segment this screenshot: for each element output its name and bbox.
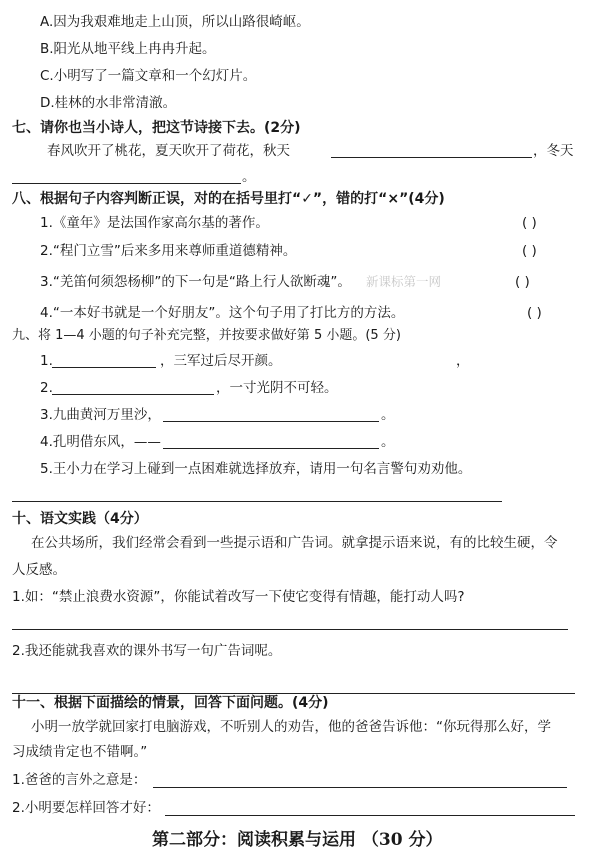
q9-item1-suffix: ，三军过后尽开颜。: [160, 353, 282, 369]
option-b: B.阳光从地平线上冉冉升起。: [40, 41, 216, 57]
option-c: C.小明写了一篇文章和一个幻灯片。: [40, 68, 257, 84]
q8-paren-3[interactable]: ( ): [515, 274, 530, 290]
q9-item-5: 5.王小力在学习上碰到一点困难就选择放弃，请用一句名言警句劝劝他。: [40, 461, 472, 477]
q7-line2-end: 。: [242, 169, 256, 185]
q9-item1-prefix: 1.: [40, 353, 53, 369]
q9-blank-4[interactable]: [163, 448, 379, 449]
q8-item-1: 1.《童年》是法国作家高尔基的著作。: [40, 215, 269, 231]
q10-blank-1[interactable]: [12, 629, 568, 630]
q7-heading: 七、请你也当小诗人，把这节诗接下去。(2分): [12, 120, 301, 136]
q11-heading: 十一、根据下面描绘的情景，回答下面问题。(4分): [12, 695, 329, 711]
q11-blank-1[interactable]: [153, 787, 567, 788]
q9-item2-prefix: 2.: [40, 380, 53, 396]
q9-blank-1[interactable]: [52, 367, 156, 368]
q11-story-1: 小明一放学就回家打电脑游戏，不听别人的劝告，他的爸爸告诉他：“你玩得那么好，学: [31, 719, 551, 735]
q8-heading: 八、根据句子内容判断正误，对的在括号里打“✓”，错的打“×”(4分): [12, 191, 445, 207]
q8-paren-4[interactable]: ( ): [527, 305, 542, 321]
q11-blank-2[interactable]: [165, 815, 575, 816]
part2-title: 第二部分：阅读积累与运用 （30 分）: [152, 830, 443, 850]
q8-paren-2[interactable]: ( ): [522, 243, 537, 259]
q9-item3-suffix: 。: [381, 407, 395, 423]
q9-blank-3[interactable]: [163, 421, 379, 422]
q7-blank-1[interactable]: [331, 157, 532, 158]
option-d: D.桂林的水非常清澈。: [40, 95, 177, 111]
q10-intro-2: 人反感。: [12, 562, 66, 578]
q7-blank-2[interactable]: [12, 183, 241, 184]
option-a: A.因为我艰难地走上山顶，所以山路很崎岖。: [40, 14, 310, 30]
q10-intro-1: 在公共场所，我们经常会看到一些提示语和广告词。就拿提示语来说，有的比较生硬，令: [31, 535, 558, 551]
q9-item4-prefix: 4.孔明借东风，——: [40, 434, 161, 450]
q9-blank-2[interactable]: [52, 394, 214, 395]
q9-blank-5[interactable]: [12, 501, 502, 502]
q10-heading: 十、语文实践（4分）: [12, 511, 148, 527]
q9-heading: 九、将 1—4 小题的句子补充完整，并按要求做好第 5 小题。(5 分): [12, 328, 401, 343]
q9-item1-comma: ，: [456, 353, 470, 369]
q8-item-4: 4.“一本好书就是一个好朋友”。这个句子用了打比方的方法。: [40, 305, 405, 321]
q10-item-1: 1.如：“禁止浪费水资源”，你能试着改写一下使它变得有情趣，能打动人吗?: [12, 589, 465, 605]
q11-item-1: 1.爸爸的言外之意是：: [12, 772, 147, 788]
q8-paren-1[interactable]: ( ): [522, 215, 537, 231]
q8-item-2: 2.“程门立雪”后来多用来尊师重道德精神。: [40, 243, 297, 259]
q10-item-2: 2.我还能就我喜欢的课外书写一句广告词呢。: [12, 643, 282, 659]
q7-line1-end: ，冬天: [533, 143, 574, 159]
q8-item-3: 3.“羌笛何须怨杨柳”的下一句是“路上行人欲断魂”。: [40, 274, 351, 290]
q11-item-2: 2.小明要怎样回答才好：: [12, 800, 160, 816]
q11-story-2: 习成绩肯定也不错啊。”: [12, 744, 148, 760]
q7-line1-start: 春风吹开了桃花，夏天吹开了荷花，秋天: [47, 143, 290, 159]
q9-item2-suffix: ，一寸光阴不可轻。: [216, 380, 338, 396]
watermark: 新课标第一网: [366, 274, 442, 289]
q9-item3-prefix: 3.九曲黄河万里沙，: [40, 407, 161, 423]
q9-item4-suffix: 。: [381, 434, 395, 450]
